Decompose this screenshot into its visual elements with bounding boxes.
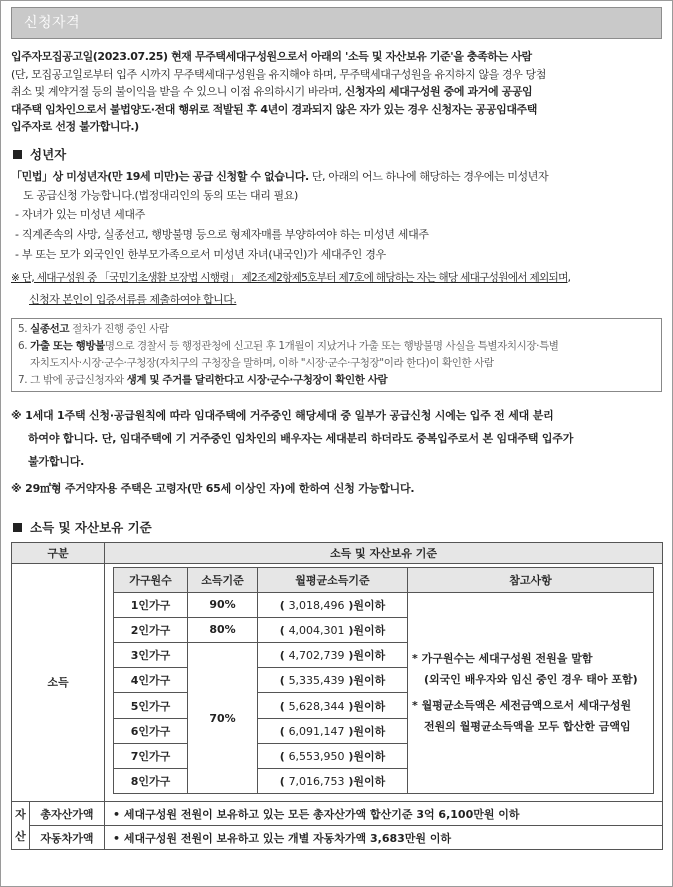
amount-close: )원이하 — [344, 775, 386, 789]
minor-list-item: - 직계존속의 사망, 실종선고, 행방불명 등으로 형제자매를 부양하여야 하는 미성년 세대주 — [15, 227, 429, 241]
section-title-bar — [11, 7, 662, 39]
amount-open: ( — [279, 699, 289, 713]
amount-value: 4,004,301 — [288, 623, 345, 637]
amount-close: )원이하 — [344, 749, 386, 763]
income-percent: 90% — [188, 592, 258, 617]
amount-close: )원이하 — [344, 674, 386, 688]
header-criteria: 소득 및 자산보유 기준 — [105, 542, 663, 563]
amount-value: 6,553,950 — [288, 749, 345, 763]
income-amount — [258, 592, 408, 617]
amount-value: 5,628,344 — [288, 699, 345, 713]
amount-open: ( — [279, 724, 289, 738]
elderly-housing-note: ※ 29㎡형 주거약자용 주택은 고령자(만 65세 이상인 자)에 한하여 신청 가능합니다. — [11, 481, 415, 495]
intro-line-5: 입주자로 선정 불가합니다.) — [11, 120, 139, 133]
income-percent: 80% — [188, 617, 258, 642]
item-6-rest: 명으로 경찰서 등 행정관청에 신고된 후 1개월이 지났거나 가출 또는 행방불명 사실을 특별자치시장·특별 — [104, 339, 559, 352]
household-size: 1인가구 — [114, 592, 188, 617]
amount-close: )원이하 — [344, 699, 386, 713]
car-value: • 세대구성원 전원이 보유하고 있는 개별 자동차가액 3,683만원 이하 — [105, 826, 663, 850]
item-6-bold: 가출 또는 행방불 — [30, 339, 105, 352]
decree-item-5 — [18, 321, 655, 338]
item-number: 5. — [18, 322, 31, 335]
intro-line-1: 입주자모집공고일(2023.07.25) 현재 무주택세대구성원으로서 아래의 '소득 및 자산보유 기준'을 충족하는 사람 — [11, 50, 532, 63]
intro-line-3-bold: 신청자의 세대구성원 중에 과거에 공공임 — [344, 85, 533, 98]
minor-paragraph — [11, 167, 662, 205]
minor-list-item: - 부 또는 모가 외국인인 한부모가족으로서 미성년 자녀(내국인)가 세대주인 경우 — [15, 247, 386, 261]
remark-line: * 가구원수는 세대구성원 전원을 말함 — [412, 652, 593, 666]
minor-heading-text: 성년자 — [30, 146, 67, 162]
square-bullet-icon — [13, 523, 22, 532]
income-amount — [258, 743, 408, 768]
remark-line: 전원의 월평균소득액을 모두 합산한 금액임 — [424, 720, 631, 734]
separation-note-line-1: ※ 1세대 1주택 신청·공급원칙에 따라 임대주택에 거주중인 해당세대 중 일부가 공급신청 시에는 입주 전 세대 분리 — [11, 408, 554, 422]
decree-item-6 — [18, 338, 655, 355]
item-5-rest: 절차가 진행 중인 사람 — [69, 322, 169, 335]
amount-open: ( — [279, 623, 289, 637]
item-number: 7. — [18, 373, 31, 386]
separation-note-line-3: 불가합니다. — [28, 454, 85, 468]
amount-value: 4,702,739 — [288, 649, 345, 663]
criteria-heading-text: 소득 및 자산보유 기준 — [30, 519, 152, 535]
amount-open: ( — [279, 674, 289, 688]
income-percent-merged: 70% — [188, 643, 258, 794]
income-amount — [258, 693, 408, 718]
exclusion-note-line-2: 신청자 본인이 입증서류를 제출하여야 합니다. — [29, 292, 237, 306]
income-asset-table — [11, 542, 663, 851]
amount-open: ( — [279, 749, 289, 763]
amount-close: )원이하 — [344, 623, 386, 637]
income-label: 소득 — [12, 563, 105, 802]
minor-line-1 — [11, 167, 662, 186]
amount-value: 6,091,147 — [288, 724, 345, 738]
amount-close: )원이하 — [344, 724, 386, 738]
intro-line-4: 대주택 임차인으로서 불법양도·전대 행위로 적발된 후 4년이 경과되지 않은 자가 있는 경우 신청자는 공공임대주택 — [11, 102, 538, 116]
asset-label-char: 자 — [15, 807, 26, 821]
income-subtable — [113, 567, 654, 795]
minor-list-item: - 자녀가 있는 미성년 세대주 — [15, 207, 146, 221]
intro-line-3 — [11, 83, 662, 101]
item-7-bold: 생계 및 주거를 달리한다고 시장·군수·구청장이 확인한 사람 — [126, 373, 388, 386]
intro-paragraph — [11, 48, 662, 136]
amount-value: 7,016,753 — [288, 775, 345, 789]
asset-label-char: 산 — [15, 829, 26, 843]
separation-note-line-2: 하여야 합니다. 단, 임대주택에 기 거주중인 임차인의 배우자는 세대분리 하더라도 중복입주로서 본 임대주택 입주가 — [28, 431, 574, 445]
asset-label — [12, 802, 30, 850]
amount-value: 5,335,439 — [288, 674, 345, 688]
amount-open: ( — [279, 649, 289, 663]
income-amount — [258, 617, 408, 642]
remark-line: (외국인 배우자와 임신 중인 경우 태아 포함) — [424, 673, 638, 687]
minor-line-1-bold: 「민법」상 미성년자(만 19세 미만)는 공급 신청할 수 없습니다. — [11, 169, 309, 183]
decree-item-6-line-2: 자치도지사·시장·군수·구청장(자치구의 구청장을 말하며, 이하 "시장·군수·구청장"이라 한다)이 확인한 사람 — [30, 356, 494, 369]
item-7-plain: 그 밖에 공급신청자와 — [30, 373, 127, 386]
household-size: 8인가구 — [114, 769, 188, 794]
income-cell — [105, 563, 663, 802]
header-category: 구분 — [12, 542, 105, 563]
household-size: 5인가구 — [114, 693, 188, 718]
intro-line-2: (단, 모집공고일로부터 입주 시까지 무주택세대구성원을 유지해야 하며, 무주택세대구성원을 유지하지 않을 경우 당첨 — [11, 67, 546, 81]
criteria-heading — [13, 518, 662, 536]
amount-close: )원이하 — [344, 598, 386, 612]
minor-heading — [13, 145, 662, 163]
square-bullet-icon — [13, 150, 22, 159]
table-row — [114, 592, 654, 617]
minor-exclusion-note — [11, 268, 662, 310]
item-number: 6. — [18, 339, 31, 352]
page-title: 신청자격 — [24, 15, 81, 31]
amount-open: ( — [279, 598, 289, 612]
household-separation-note — [11, 404, 662, 473]
subheader-monthly-income: 월평균소득기준 — [258, 567, 408, 592]
decree-item-7 — [18, 372, 655, 389]
total-asset-value: • 세대구성원 전원이 보유하고 있는 모든 총자산가액 합산기준 3억 6,100만원 이하 — [105, 802, 663, 826]
minor-list — [11, 205, 662, 265]
household-size: 3인가구 — [114, 643, 188, 668]
amount-value: 3,018,496 — [288, 598, 345, 612]
household-size: 2인가구 — [114, 617, 188, 642]
income-amount — [258, 643, 408, 668]
car-value-label: 자동차가액 — [30, 826, 105, 850]
subheader-household-size: 가구원수 — [114, 567, 188, 592]
minor-line-2: 도 공급신청 가능합니다.(법정대리인의 동의 또는 대리 필요) — [23, 188, 298, 202]
exclusion-note-line-1: ※ 단, 세대구성원 중 「국민기초생활 보장법 시행령」 제2조제2항제5호부터 제7호에 해당하는 자는 해당 세대구성원에서 제외되며, — [11, 271, 571, 284]
household-size: 4인가구 — [114, 668, 188, 693]
remarks-cell — [408, 592, 654, 794]
remark-line: * 월평균소득액은 세전금액으로서 세대구성원 — [412, 699, 632, 713]
income-amount — [258, 718, 408, 743]
amount-open: ( — [279, 775, 289, 789]
item-5-bold: 실종선고 — [30, 322, 70, 335]
decree-excerpt-box — [11, 318, 662, 392]
amount-close: )원이하 — [344, 649, 386, 663]
minor-line-1-plain: 단, 아래의 어느 하나에 해당하는 경우에는 미성년자 — [308, 169, 549, 183]
total-asset-label: 총자산가액 — [30, 802, 105, 826]
intro-line-3-plain: 취소 및 계약거절 등의 불이익을 받을 수 있으니 이점 유의하시기 바라며, — [11, 85, 345, 98]
household-size: 7인가구 — [114, 743, 188, 768]
household-size: 6인가구 — [114, 718, 188, 743]
subheader-income-standard: 소득기준 — [188, 567, 258, 592]
income-amount — [258, 668, 408, 693]
income-amount — [258, 769, 408, 794]
subheader-remarks: 참고사항 — [408, 567, 654, 592]
